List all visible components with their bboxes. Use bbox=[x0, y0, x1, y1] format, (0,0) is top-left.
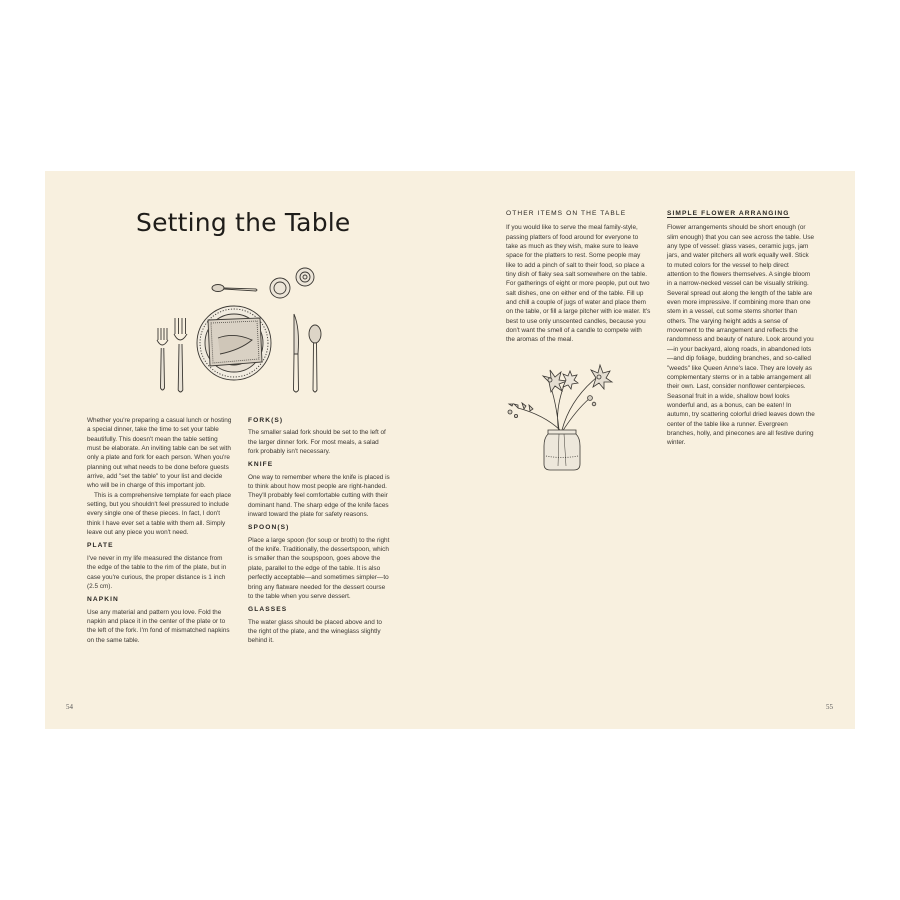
intro-paragraph: Whether you're preparing a casual lunch or hosting a special dinner, take the time to set your table beautifully. This doesn't mean the table setting must be elaborate. An inviting table can be set with only a plate and fork for each person. When you're planning out what needs to be done before guests arrive, add "set the table" to your list and decide who will be in charge of this important job. bbox=[87, 417, 232, 490]
section-heading-plate: PLATE bbox=[87, 542, 114, 550]
flower-bloom bbox=[543, 370, 567, 392]
section-heading-knife: KNIFE bbox=[248, 461, 274, 469]
napkin-text: Use any material and pattern you love. Fold the napkin and place it in the center of the plate or to the left of the fork. I'm fond of mismatched napkins on the same table. bbox=[87, 608, 230, 644]
page-number-right: 55 bbox=[826, 703, 833, 711]
flower-vase-illustration bbox=[504, 360, 622, 475]
section-heading-other-items: OTHER ITEMS ON THE TABLE bbox=[506, 210, 627, 217]
section-heading-forks: FORK(S) bbox=[248, 417, 284, 424]
other-items-text: If you would like to serve the meal family-style, passing platters of food around for everyone to take as much as they wish, make sure to leave space for the platters to rest. Some people may like to add a pinch of salt to their food, so place a tiny dish of flaky sea salt somewhere on the table. For gatherings of eight or more people, put out two salt dishes, one on either end of the table. Fill up and chill a couple of jugs of water and place them on the table, or fill a large pitcher with ice water. It's best to use only unscented candles, because you don't want the smell of a candle to compete with the aromas of the meal. bbox=[506, 224, 651, 344]
flower-bloom-2 bbox=[591, 365, 612, 389]
column-intro bbox=[87, 416, 232, 645]
soup-spoon-illustration bbox=[309, 325, 321, 392]
section-heading-glasses: GLASSES bbox=[248, 606, 288, 614]
column-flower-arranging bbox=[667, 209, 815, 448]
plate-text: I've never in my life measured the distance from the edge of the table to the rim of the plate, but in case you're curious, the proper distance is 1 inch (2.5 cm). bbox=[87, 554, 227, 590]
column-flatware bbox=[248, 416, 390, 646]
dessert-spoon-illustration bbox=[212, 285, 257, 292]
knife-text: One way to remember where the knife is placed is to think about how most people are right-handed. They'll probably feel comfortable cutting with their dominant hand. The sharp edge of the knife faces inward toward the plate for safety reasons. bbox=[248, 473, 390, 519]
page-title: Setting the Table bbox=[136, 208, 351, 237]
glasses-text: The water glass should be placed above and to the right of the plate, and the wineglass slightly behind it. bbox=[248, 618, 382, 645]
page-number-left: 54 bbox=[66, 703, 73, 711]
jar-vase bbox=[544, 430, 580, 470]
column-other-items bbox=[506, 209, 651, 345]
flower-bloom-3 bbox=[563, 371, 578, 389]
knife-illustration bbox=[294, 314, 299, 392]
place-setting-illustration bbox=[148, 258, 333, 398]
spoons-text: Place a large spoon (for soup or broth) to the right of the knife. Traditionally, the dessertspoon, which is smaller than the soupspoon, goes above the plate, parallel to the edge of the table. It is also perfectly acceptable—and sometimes simpler—to bring any flatware needed for the dessert course to the table when you serve dessert. bbox=[248, 536, 390, 600]
intro-paragraph-2: This is a comprehensive template for each place setting, but you shouldn't feel pressured to include every single one of these pieces. In fact, I don't think I have ever set a table with them all. Simply leave out any piece you won't need. bbox=[87, 491, 232, 537]
forks-text: The smaller salad fork should be set to the left of the larger dinner fork. For most meals, a salad fork probably isn't necessary. bbox=[248, 429, 386, 456]
glasses-illustration bbox=[270, 268, 314, 298]
section-heading-spoons: SPOON(S) bbox=[248, 524, 290, 532]
section-heading-napkin: NAPKIN bbox=[87, 596, 119, 604]
foliage-sprig bbox=[508, 396, 596, 418]
salad-fork-illustration bbox=[157, 328, 168, 390]
dinner-fork-illustration bbox=[174, 318, 187, 392]
napkin-illustration bbox=[208, 318, 262, 366]
section-heading-flower-arranging: SIMPLE FLOWER ARRANGING bbox=[667, 210, 790, 217]
flower-arranging-text: Flower arrangements should be short enough (or slim enough) that you can see across the table. Use any type of vessel: glass vases, ceramic jugs, jam jars, and water pitchers all work equally well. Stick to muted colors for the vessel to help direct attention to the flowers themselves. A single bloom in a narrow-necked vessel can be visually striking. Several spread out along the length of the table are even more impressive. If combining more than one stem in a vessel, cut some stems shorter than others. The varying height adds a sense of movement to the arrangement and reflects the randomness and beauty of nature. Look around you—in your backyard, along roads, in abandoned lots—and dip foliage, budding branches, and so-called "weeds" like Queen Anne's lace. They are lovely as complementary stems or in a table arrangement all their own. Last, consider nonflower centerpieces. Seasonal fruit in a wide, shallow bowl looks wonderful and, as a bonus, can be eaten! In autumn, try scattering colorful dried leaves down the center of the table like a runner. Evergreen branches, holly, and pinecones are all festive during winter. bbox=[667, 224, 815, 447]
